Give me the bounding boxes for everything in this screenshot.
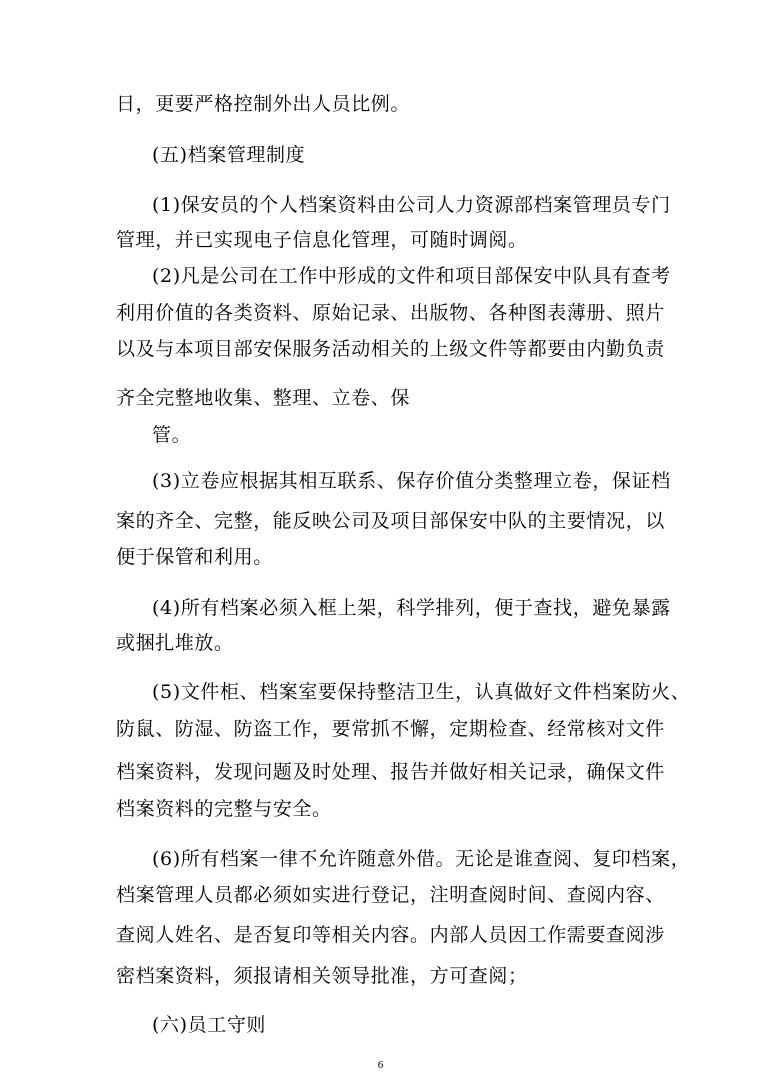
text-line: (3)立卷应根据其相互联系、保存价值分类整理立卷，保证档	[152, 470, 671, 492]
text-line: (5)文件柜、档案室要保持整洁卫生，认真做好文件档案防火、	[152, 681, 691, 703]
text-line: (4)所有档案必须入框上架，科学排列，便于查找，避免暴露	[152, 597, 671, 619]
text-line: 利用价值的各类资料、原始记录、出版物、各种图表薄册、照片	[116, 302, 665, 324]
text-line: 便于保管和利用。	[116, 546, 273, 568]
page-number: 6	[377, 1059, 384, 1071]
text-line: 案的齐全、完整，能反映公司及项目部保安中队的主要情况，以	[116, 510, 665, 532]
text-line: 档案资料的完整与安全。	[116, 798, 332, 820]
text-line: 以及与本项目部安保服务活动相关的上级文件等都要由内勤负责	[116, 338, 665, 360]
text-line: 防鼠、防湿、防盗工作，要常抓不懈，定期检查、经常核对文件	[116, 718, 665, 740]
text-line: 档案资料，发现问题及时处理、报告并做好相关记录，确保文件	[116, 761, 665, 783]
text-line: 或捆扎堆放。	[116, 632, 234, 654]
text-line: 齐全完整地收集、整理、立卷、保	[116, 387, 411, 409]
text-line: 日，更要严格控制外出人员比例。	[116, 93, 411, 115]
text-line: 管理，并已实现电子信息化管理，可随时调阅。	[116, 229, 528, 251]
text-line: 档案管理人员都必须如实进行登记，注明查阅时间、查阅内容、	[116, 884, 665, 906]
text-line: 查阅人姓名、是否复印等相关内容。内部人员因工作需要查阅涉	[116, 924, 665, 946]
section-heading: (六)员工守则	[152, 1014, 267, 1036]
text-line: 管。	[152, 424, 192, 446]
section-heading: (五)档案管理制度	[152, 144, 306, 166]
text-line: (1)保安员的个人档案资料由公司人力资源部档案管理员专门	[152, 194, 671, 216]
text-line: (2)凡是公司在工作中形成的文件和项目部保安中队具有查考	[152, 265, 671, 287]
text-line: (6)所有档案一律不允许随意外借。无论是谁查阅、复印档案，	[152, 848, 691, 870]
text-line: 密档案资料，须报请相关领导批准，方可查阅；	[116, 965, 528, 987]
